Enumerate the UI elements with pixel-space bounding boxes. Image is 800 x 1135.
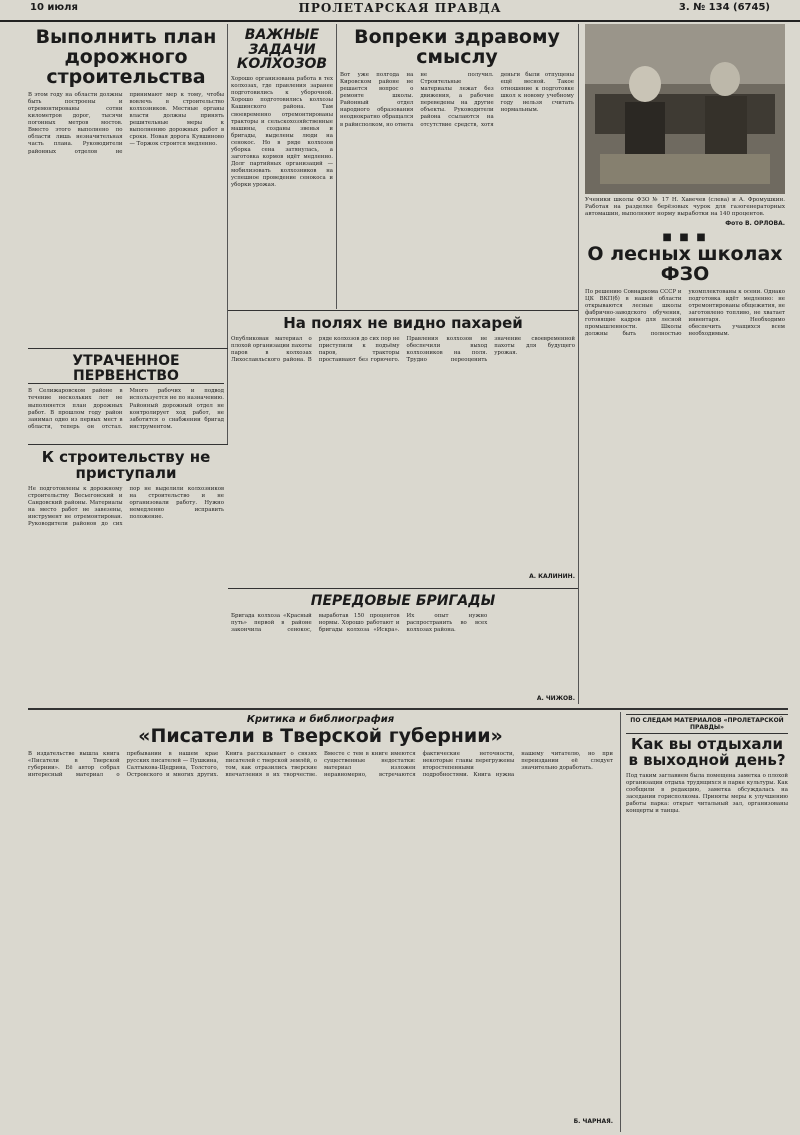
article-body: Опубликован материал о плохой организации пахоты паров в колхозах Лихославльского района. В ряде колхозов до сих пор не приступили к подъёму паров, тракторы простаивают без горючего. Правления колхозов не обеспечили выход колхозников на поля. Трудно переоценить значение своевременной пахоты для будущего урожая. bbox=[231, 335, 575, 364]
issue-number: 3. № 134 (6745) bbox=[678, 2, 770, 13]
article bbox=[231, 314, 575, 584]
article-body: По решению Совнаркома СССР и ЦК ВКП(б) в нашей области открываются лесные школы фабрично-заводского обучения, готовящие кадров для лесной промышленности. Школы должны быть полностью укомплектованы к осени. Однако подготовка идёт медленно: не отремонтированы общежития, не заготовлено топливо, не хватает инвентаря. Необходимо обеспечить учащихся всем необходимым. bbox=[585, 288, 785, 338]
article-headline: Вопреки здравому смыслу bbox=[354, 26, 560, 68]
column-divider bbox=[620, 712, 621, 1132]
article bbox=[340, 26, 574, 306]
article bbox=[28, 714, 613, 1130]
article bbox=[28, 448, 224, 704]
article-body: Не подготовлены к дорожному строительству Весьегонский и Сандовский районы. Материалы на место работ не завезены, инструмент не отремонтирован. Руководители районов до сих пор не выделили колхозников на строительство и не организовали работу. Нужно немедленно исправить положение. bbox=[28, 485, 224, 527]
article-body: Под таким заглавием была помещена заметка о плохой организации отдыха трудящихся в парке культуры. Как сообщили в редакцию, заметка обсуждалась на заседании горисполкома. Приняты меры к улучшению работы парка: открыт читальный зал, организованы концерты и танцы. bbox=[626, 772, 788, 814]
article-signature: Б. ЧАРНАЯ. bbox=[573, 1117, 613, 1125]
article-headline: Выполнить план дорожного строительства bbox=[35, 26, 217, 88]
column-divider bbox=[578, 24, 579, 704]
article-signature: А. КАЛИНИН. bbox=[529, 572, 575, 580]
article-headline: О лесных школах ФЗО bbox=[587, 243, 783, 285]
section-divider bbox=[228, 588, 578, 589]
photo-credit: Фото В. ОРЛОВА. bbox=[725, 220, 785, 227]
column-divider bbox=[336, 24, 337, 309]
column-divider bbox=[227, 24, 228, 444]
sidebar-header: ПО СЛЕДАМ МАТЕРИАЛОВ «ПРОЛЕТАРСКОЙ ПРАВДЫ» bbox=[626, 714, 788, 734]
article-headline: На полях не видно пахарей bbox=[283, 314, 523, 332]
section-divider bbox=[28, 444, 228, 445]
article-headline: ПЕРЕДОВЫЕ БРИГАДЫ bbox=[310, 593, 496, 609]
article-body: Бригада колхоза «Красный путь» первой в районе закончила сенокос, выработав 150 процентов нормы. Хорошо работают и бригады колхоза «Искра». Их опыт нужно распространить во всех колхозах района. bbox=[231, 612, 488, 633]
article-body: В издательстве вышла книга «Писатели в Тверской губернии». Её автор собрал интересный материал о пребывании в нашем крае русских писателей — Пушкина, Салтыкова-Щедрина, Толстого, Островского и многих других. Книга рассказывает о связях писателей с тверской землёй, о том, как отразились тверские впечатления в их творчестве. Вместе с тем в книге имеются существенные недостатки: материал изложен неравномерно, встречаются фактические неточности, некоторые главы перегружены второстепенными подробностями. Книга нужна нашему читателю, но при переиздании её следует значительно доработать. bbox=[28, 750, 613, 779]
article bbox=[231, 592, 575, 704]
article-body: В этом году на области должны быть построены и отремонтированы сотни километров дорог, тысячи погонных метров мостов. Вместо этого выполнено по области лишь незначительная часть плана. Руководители районных отделов не принимают мер к тому, чтобы вовлечь в строительство колхозников. Местные органы власти должны принять решительные меры к выполнению дорожных работ в сроки. Новая дорога Кувшиново — Торжок строится медленно. bbox=[28, 91, 224, 155]
section-divider bbox=[28, 348, 228, 349]
workers-photo bbox=[585, 24, 785, 194]
article bbox=[28, 352, 224, 440]
page-date: 10 июля bbox=[30, 2, 78, 13]
ornament-icon: ■ ■ ■ bbox=[662, 232, 708, 243]
masthead bbox=[0, 0, 800, 22]
article-headline: ВАЖНЫЕ ЗАДАЧИ КОЛХОЗОВ bbox=[236, 27, 328, 73]
photo-caption: Ученики школы ФЗО № 17 Н. Хавечев (слева) и А. Фромушкин. Работая на разделке берёзовых чурок для газогенераторных автомашин, выполняют норму выработки на 140 процентов. bbox=[585, 197, 785, 217]
article-headline: Как вы отдыхали в выходной день? bbox=[628, 735, 786, 769]
article bbox=[28, 26, 224, 344]
sidebar bbox=[626, 714, 788, 1130]
newspaper-title: ПРОЛЕТАРСКАЯ ПРАВДА bbox=[298, 1, 502, 15]
article-body: В Селижаровском районе в течение нескольких лет не выполняется план дорожных работ. В прошлом году район занимал одно из первых мест в области, теперь он отстал. Много рабочих и подвод используется не по назначению. Районный дорожный отдел не контролирует ход работ, не заботится о снабжении бригад инструментом. bbox=[28, 388, 224, 430]
article bbox=[231, 26, 333, 306]
article-headline: УТРАЧЕННОЕ ПЕРВЕНСТВО bbox=[28, 354, 224, 384]
photo-block bbox=[585, 24, 785, 229]
article-signature: А. ЧИЖОВ. bbox=[536, 694, 575, 702]
article-body: Хорошо организована работа в тех колхозах, где правления заранее подготовились к уборочной. Хорошо подготовились колхозы Кашинского района. Там своевременно отремонтированы тракторы и сельскохозяйственные машины, созданы звенья и бригады, выделены люди на сенокос. Но в ряде колхозов уборка сена затянулась, а заготовка кормов идёт медленно. Долг партийных организаций — мобилизовать колхозников на успешное проведение сенокоса и уборки урожая. bbox=[231, 76, 333, 189]
article-rubric: Критика и библиография bbox=[246, 714, 395, 725]
article bbox=[585, 232, 785, 702]
article-headline: К строительству не приступали bbox=[41, 448, 211, 482]
article-headline: «Писатели в Тверской губернии» bbox=[138, 725, 503, 747]
section-divider bbox=[28, 708, 788, 710]
article-body: Вот уже полгода на Кировском районе не решается вопрос о ремонте школы. Районный отдел народного образования неоднократно обращался в райисполком, но ответа не получил. Строительные материалы лежат без движения, а рабочие переведены на другие объекты. Руководители района ссылаются на отсутствие средств, хотя деньги были отпущены ещё весной. Такое отношение к подготовке школ к новому учебному году нельзя считать нормальным. bbox=[340, 71, 574, 128]
section-divider bbox=[228, 310, 578, 311]
